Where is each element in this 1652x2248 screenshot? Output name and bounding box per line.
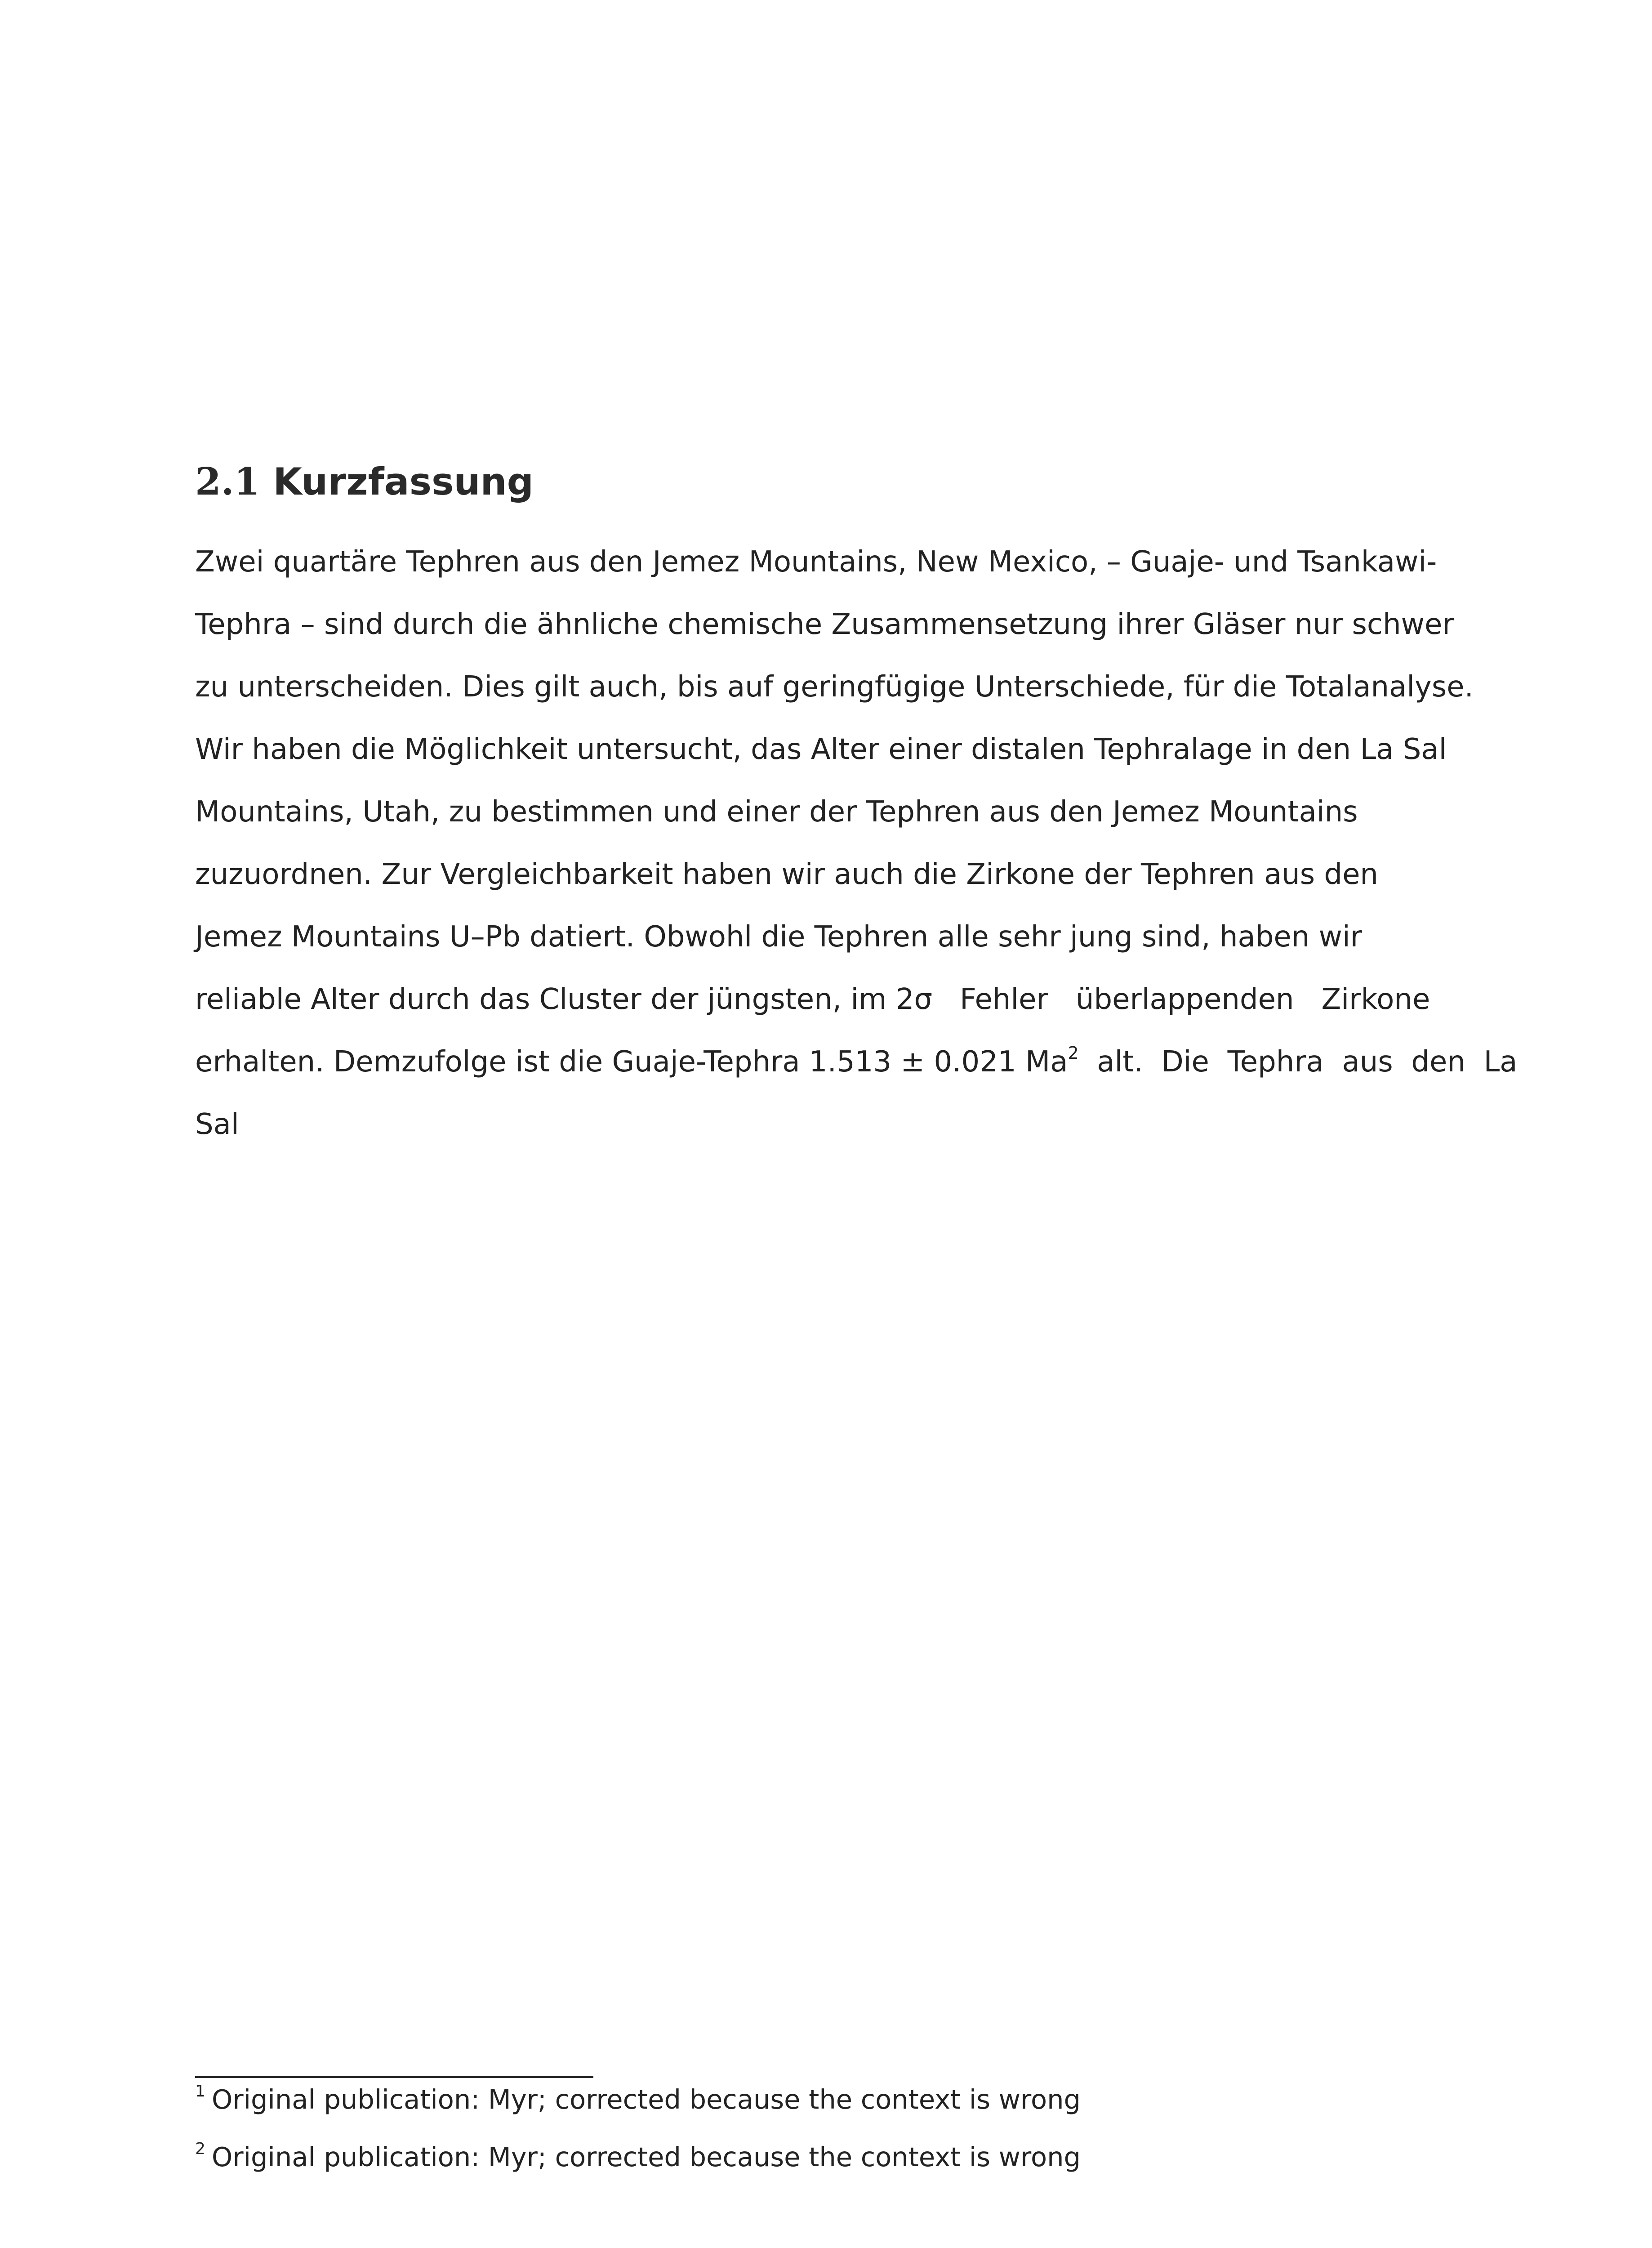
abstract-line-5: Mountains, Utah, zu bestimmen und einer der Tephren aus den Jemez Mountains [195, 795, 1358, 829]
section-heading [195, 459, 534, 504]
footnote-text: Original publication: Myr; corrected because the context is wrong [211, 2084, 1081, 2115]
abstract-line-9 [195, 1043, 1518, 1079]
abstract-line-7: Jemez Mountains U–Pb datiert. Obwohl die Tephren alle sehr jung sind, haben wir [195, 920, 1363, 954]
section-title: Kurzfassung [273, 460, 534, 504]
abstract-line-9-tail: alt. Die Tephra aus den La [1078, 1045, 1518, 1079]
abstract-line-10: Sal [195, 1108, 239, 1141]
abstract-line-8: reliable Alter durch das Cluster der jüngsten, im 2σ Fehler überlappenden Zirkone [195, 983, 1430, 1016]
footnote-marker: 1 [195, 2082, 205, 2101]
footnote-marker: 2 [195, 2140, 205, 2159]
abstract-line-6: zuzuordnen. Zur Vergleichbarkeit haben wir auch die Zirkone der Tephren aus den [195, 858, 1379, 891]
footnote-separator [195, 2076, 593, 2078]
abstract-line-9-text: erhalten. Demzufolge ist die Guaje-Tephra 1.513 ± 0.021 Ma [195, 1045, 1068, 1079]
abstract-line-2: Tephra – sind durch die ähnliche chemische Zusammensetzung ihrer Gläser nur schwer [195, 608, 1454, 641]
section-number: 2.1 [195, 459, 260, 504]
footnote-reference[interactable]: 2 [1068, 1043, 1079, 1063]
abstract-line-3: zu unterscheiden. Dies gilt auch, bis auf geringfügige Unterschiede, für die Totalanalyse. [195, 670, 1474, 704]
abstract-line-1: Zwei quartäre Tephren aus den Jemez Mountains, New Mexico, – Guaje- und Tsankawi- [195, 545, 1437, 579]
footnote-2 [195, 2140, 1081, 2172]
abstract-line-4: Wir haben die Möglichkeit untersucht, das Alter einer distalen Tephralage in den La Sal [195, 733, 1447, 766]
footnote-1 [195, 2082, 1081, 2115]
footnote-text: Original publication: Myr; corrected because the context is wrong [211, 2141, 1081, 2172]
